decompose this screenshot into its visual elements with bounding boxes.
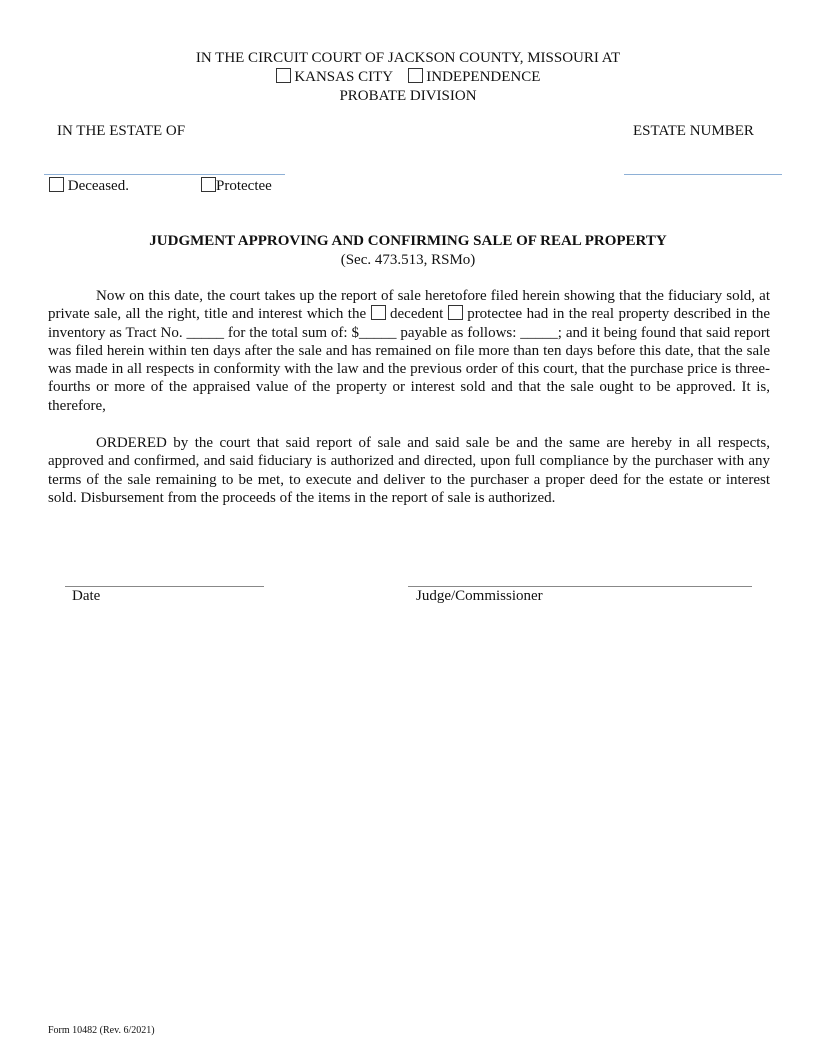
- estate-status-options: [49, 177, 129, 195]
- document-title-block: [0, 232, 816, 270]
- division-label: PROBATE DIVISION: [339, 88, 477, 104]
- paragraph1-text-b: protectee had in the real property described in the inventory as Tract No. _____ for the total sum of: $_____ payable as follows: _____; and it being found that said report was filed herein within ten days after the sale and has remained on file more than ten days before this date, that the sale was made in all respects in conformity with the law and the previous order of this court, that the purchase price is three-fourths or more of the appraised value of the property or interest sold and that the sale ought to be approved. It is, therefore,: [48, 306, 771, 414]
- estate-number-field[interactable]: [624, 174, 782, 175]
- protectee-option: [201, 177, 272, 195]
- report-of-sale-paragraph: [48, 287, 770, 415]
- judge-signature-line[interactable]: [408, 586, 752, 587]
- court-header-line1: IN THE CIRCUIT COURT OF JACKSON COUNTY, MISSOURI AT: [195, 50, 621, 66]
- estate-of-label: IN THE ESTATE OF: [57, 123, 186, 139]
- decedent-checkbox[interactable]: [371, 305, 386, 320]
- protectee-checkbox[interactable]: [201, 177, 216, 192]
- independence-checkbox[interactable]: [408, 68, 423, 83]
- form-number: Form 10482 (Rev. 6/2021): [48, 1025, 155, 1036]
- deceased-label: Deceased.: [67, 178, 129, 194]
- date-signature-line[interactable]: [65, 586, 264, 587]
- kansas-city-checkbox[interactable]: [276, 68, 291, 83]
- estate-name-field[interactable]: [44, 174, 285, 175]
- location-options: [0, 68, 816, 87]
- independence-label: INDEPENDENCE: [426, 69, 541, 85]
- kansas-city-label: KANSAS CITY: [294, 69, 393, 85]
- document-title: JUDGMENT APPROVING AND CONFIRMING SALE OF REAL PROPERTY: [149, 233, 667, 249]
- estate-number-label: ESTATE NUMBER: [633, 123, 754, 139]
- decedent-label: decedent: [390, 306, 444, 323]
- order-paragraph: [48, 434, 770, 507]
- protectee-inline-checkbox[interactable]: [448, 305, 463, 320]
- protectee-label: Protectee: [216, 178, 272, 194]
- court-header: [0, 49, 816, 106]
- deceased-checkbox[interactable]: [49, 177, 64, 192]
- judge-label: Judge/Commissioner: [416, 588, 543, 604]
- paragraph2-text: ORDERED by the court that said report of sale and said sale be and the same are hereby in all respects, approved and confirmed, and said fiduciary is authorized and directed, upon full compliance by the purchaser with any terms of the sale remaining to be met, to execute and deliver to the purchaser a proper deed for the estate or interest sold. Disbursement from the proceeds of the items in the report of sale is authorized.: [48, 435, 770, 506]
- date-label: Date: [72, 588, 101, 604]
- paragraph1-text-a: Now on this date, the court takes up the report of sale heretofore filed herein showing that the fiduciary sold, at private sale, all the right, title and interest which the: [48, 288, 770, 323]
- statute-reference: (Sec. 473.513, RSMo): [340, 252, 476, 268]
